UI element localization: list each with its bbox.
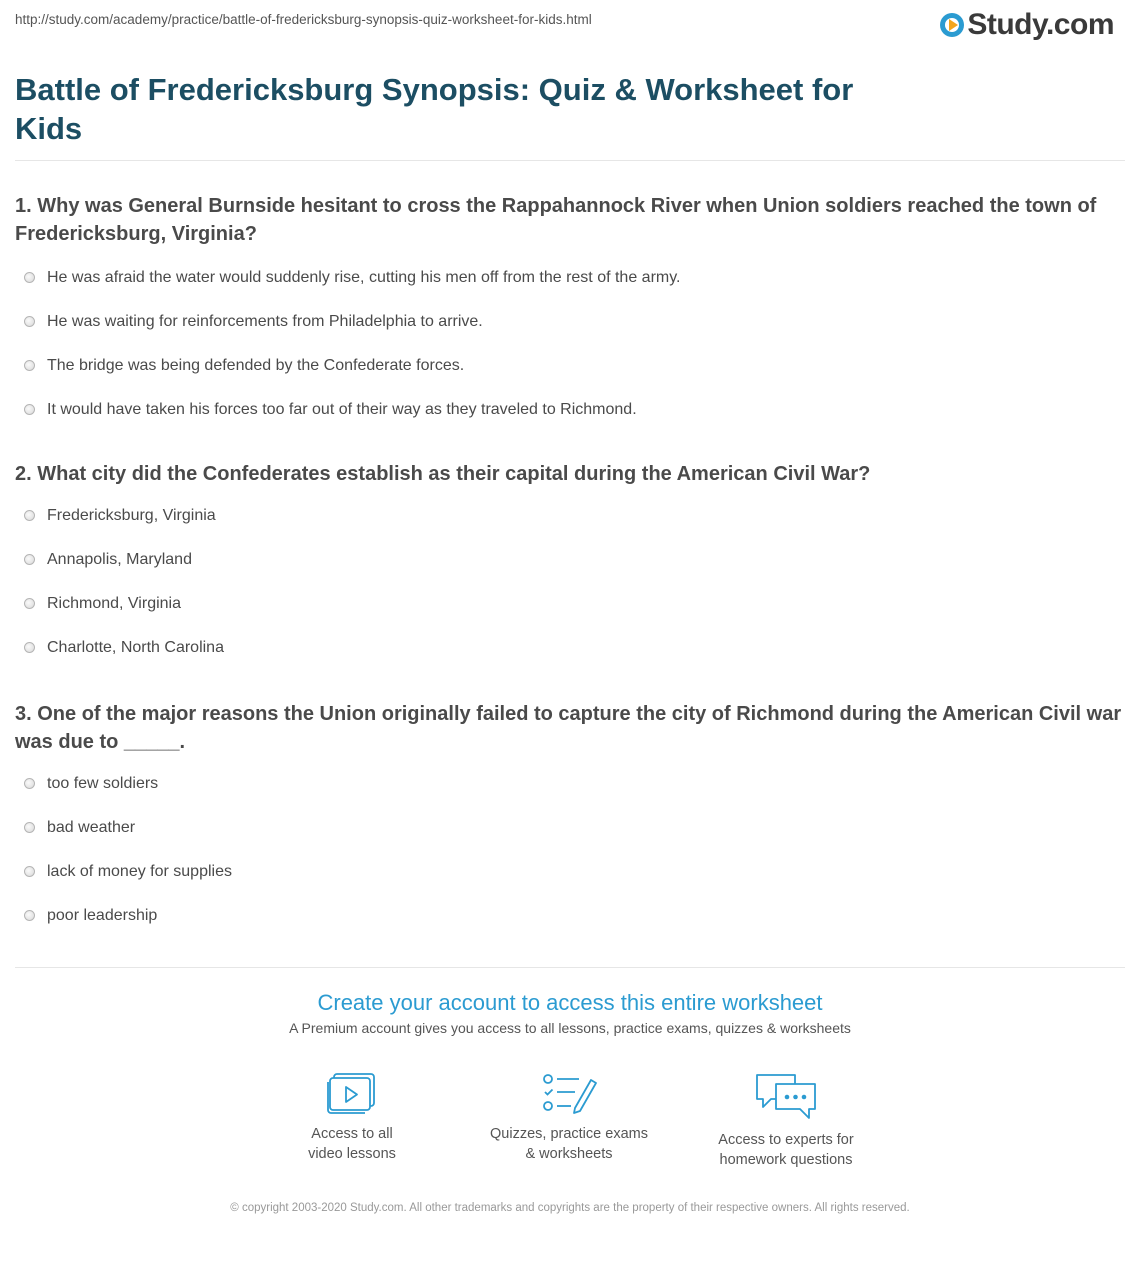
question-2 — [15, 460, 1125, 670]
copyright-footer: © copyright 2003-2020 Study.com. All other trademarks and copyrights are the property of their respective owners. All rights reserved. — [230, 1202, 910, 1214]
option-label: Charlotte, North Carolina — [47, 639, 224, 656]
signup-cta — [0, 988, 1140, 1036]
feature-label: Quizzes, practice exams & worksheets — [490, 1126, 648, 1162]
option-label: lack of money for supplies — [47, 863, 232, 880]
radio-button[interactable] — [24, 598, 35, 609]
radio-button[interactable] — [24, 642, 35, 653]
radio-button[interactable] — [24, 778, 35, 789]
option-label: Annapolis, Maryland — [47, 551, 192, 568]
cta-subtitle: A Premium account gives you access to all lessons, practice exams, quizzes & worksheets — [289, 1020, 851, 1036]
feature-label: Access to experts for homework questions — [718, 1132, 854, 1168]
answer-option[interactable] — [15, 256, 1125, 300]
answer-option[interactable] — [15, 300, 1125, 344]
option-label: He was afraid the water would suddenly rise, cutting his men off from the rest of the army. — [47, 269, 681, 286]
radio-button[interactable] — [24, 404, 35, 415]
answer-option[interactable] — [15, 344, 1125, 388]
option-label: Fredericksburg, Virginia — [47, 507, 216, 524]
question-text: 2. What city did the Confederates establish as their capital during the American Civil War? — [15, 463, 871, 485]
cta-title-link[interactable]: Create your account to access this entire worksheet — [317, 990, 823, 1015]
radio-button[interactable] — [24, 866, 35, 877]
answer-option[interactable] — [15, 850, 1125, 894]
answer-option[interactable] — [15, 894, 1125, 938]
video-lessons-icon — [326, 1072, 378, 1116]
answer-option[interactable] — [15, 626, 1125, 670]
study-logo-icon — [940, 13, 964, 37]
radio-button[interactable] — [24, 910, 35, 921]
option-label: bad weather — [47, 819, 136, 836]
quiz-checklist-icon — [541, 1072, 597, 1116]
divider — [15, 160, 1125, 161]
radio-button[interactable] — [24, 360, 35, 371]
option-label: It would have taken his forces too far out of their way as they traveled to Richmond. — [47, 401, 637, 418]
feature-quizzes — [469, 1072, 669, 1164]
answer-option[interactable] — [15, 806, 1125, 850]
radio-button[interactable] — [24, 272, 35, 283]
answer-option[interactable] — [15, 388, 1125, 432]
option-label: He was waiting for reinforcements from Philadelphia to arrive. — [47, 313, 483, 330]
study-logo[interactable] — [940, 8, 1114, 42]
page-url: http://study.com/academy/practice/battle-of-fredericksburg-synopsis-quiz-worksheet-for-kids.html — [15, 12, 592, 27]
question-3 — [15, 700, 1125, 938]
question-text: 3. One of the major reasons the Union originally failed to capture the city of Richmond during the American Civil war was due to _____. — [15, 703, 1122, 753]
feature-video-lessons — [252, 1072, 452, 1164]
answer-option[interactable] — [15, 494, 1125, 538]
feature-experts — [686, 1072, 886, 1170]
answer-options — [15, 494, 1125, 670]
answer-option[interactable] — [15, 582, 1125, 626]
chat-bubbles-icon — [754, 1072, 818, 1122]
option-label: Richmond, Virginia — [47, 595, 181, 612]
radio-button[interactable] — [24, 316, 35, 327]
logo-text: Study.com — [967, 8, 1114, 41]
option-label: The bridge was being defended by the Confederate forces. — [47, 357, 465, 374]
answer-option[interactable] — [15, 762, 1125, 806]
question-text: 1. Why was General Burnside hesitant to cross the Rappahannock River when Union soldiers reached the town of Fredericksburg, Virginia? — [15, 195, 1097, 245]
page-title: Battle of Fredericksburg Synopsis: Quiz & Worksheet for Kids — [15, 72, 854, 146]
radio-button[interactable] — [24, 822, 35, 833]
answer-options — [15, 762, 1125, 938]
radio-button[interactable] — [24, 554, 35, 565]
answer-options — [15, 256, 1125, 432]
radio-button[interactable] — [24, 510, 35, 521]
option-label: too few soldiers — [47, 775, 159, 792]
divider — [15, 967, 1125, 968]
question-1 — [15, 192, 1125, 432]
option-label: poor leadership — [47, 907, 158, 924]
feature-label: Access to all video lessons — [308, 1126, 396, 1162]
answer-option[interactable] — [15, 538, 1125, 582]
